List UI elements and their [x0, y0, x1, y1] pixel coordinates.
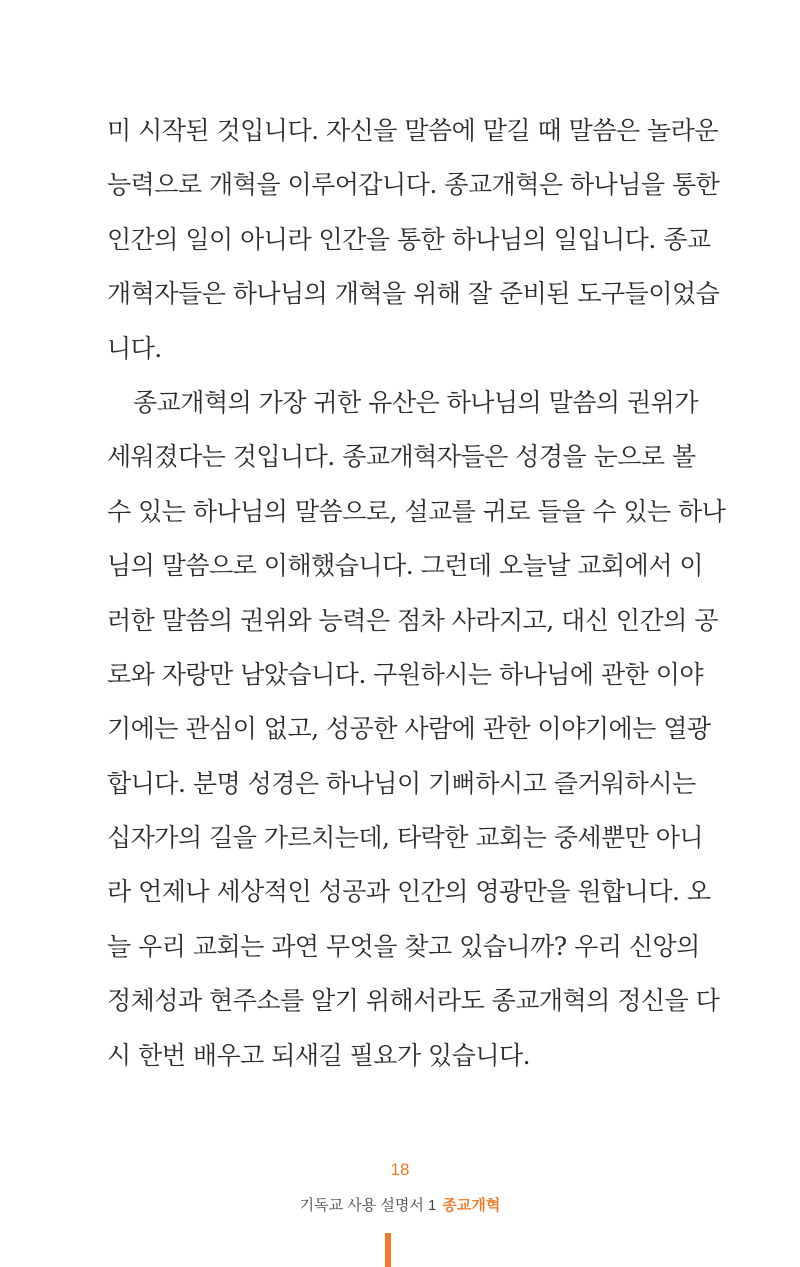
text-line: 능력으로 개혁을 이루어갑니다. 종교개혁은 하나님을 통한	[107, 170, 720, 200]
paragraph-2	[107, 376, 726, 1083]
text-line: 합니다. 분명 성경은 하나님이 기뻐하시고 즐거워하시는	[107, 768, 696, 798]
page-marker-bar	[385, 1233, 391, 1267]
book-footer	[0, 1194, 800, 1215]
text-line: 십자가의 길을 가르치는데, 타락한 교회는 중세뿐만 아니	[107, 823, 704, 853]
text-line-last: 시 한번 배우고 되새길 필요가 있습니다.	[107, 1040, 531, 1070]
page-body	[107, 104, 726, 1083]
text-line: 정체성과 현주소를 알기 위해서라도 종교개혁의 정신을 다	[107, 986, 720, 1016]
text-line: 로와 자랑만 남았습니다. 구원하시는 하나님에 관한 이야	[107, 659, 704, 689]
text-line: 늘 우리 교회는 과연 무엇을 찾고 있습니까? 우리 신앙의	[107, 931, 700, 961]
text-line: 라 언제나 세상적인 성공과 인간의 영광만을 원합니다. 오	[107, 877, 711, 907]
text-line: 기에는 관심이 없고, 성공한 사람에 관한 이야기에는 열광	[107, 714, 711, 744]
text-line-first: 종교개혁의 가장 귀한 유산은 하나님의 말씀의 권위가	[133, 387, 698, 417]
text-line: 님의 말씀으로 이해했습니다. 그런데 오늘날 교회에서 이	[107, 551, 704, 581]
book-series-label: 기독교 사용 설명서 1	[299, 1197, 437, 1214]
text-line: 인간의 일이 아니라 인간을 통한 하나님의 일입니다. 종교	[107, 224, 711, 254]
text-line: 미 시작된 것입니다. 자신을 말씀에 맡길 때 말씀은 놀라운	[107, 116, 718, 145]
text-line-last: 니다.	[107, 333, 162, 363]
page-number: 18	[390, 1160, 410, 1179]
paragraph-1	[107, 104, 720, 376]
book-title: 종교개혁	[442, 1197, 501, 1214]
text-line: 러한 말씀의 권위와 능력은 점차 사라지고, 대신 인간의 공	[107, 605, 718, 635]
text-line: 개혁자들은 하나님의 개혁을 위해 잘 준비된 도구들이었습	[107, 279, 720, 309]
text-line: 수 있는 하나님의 말씀으로, 설교를 귀로 들을 수 있는 하나	[107, 496, 726, 526]
text-line: 세워졌다는 것입니다. 종교개혁자들은 성경을 눈으로 볼	[107, 442, 696, 472]
